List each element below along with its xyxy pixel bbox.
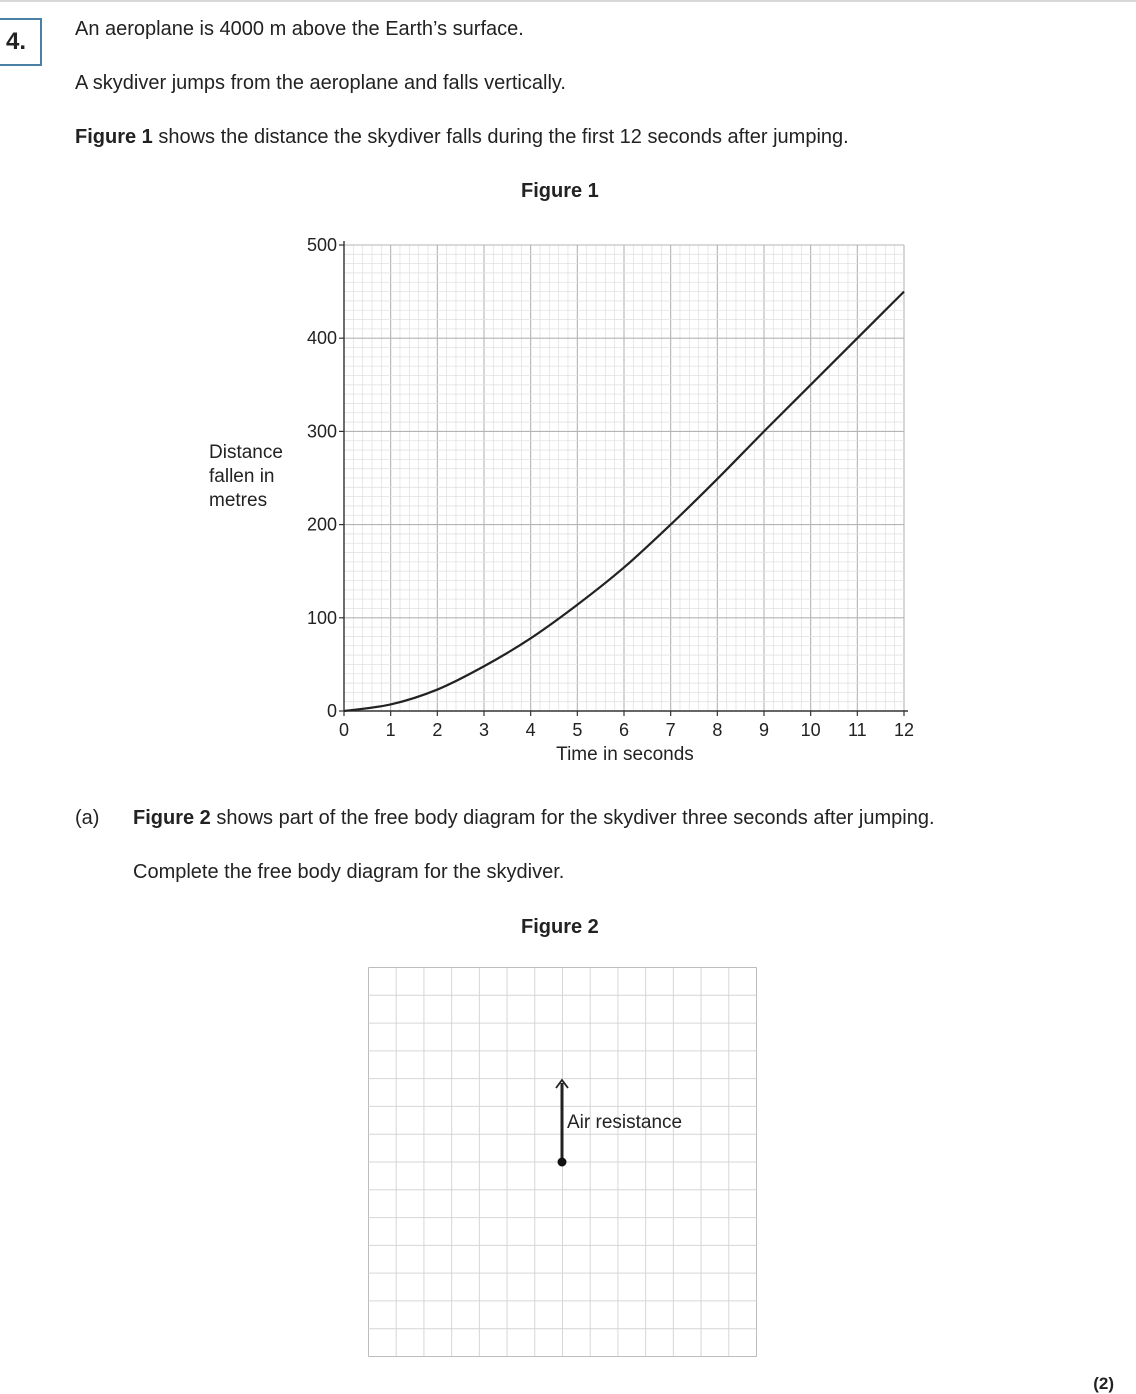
x-tick-label: 6: [618, 720, 630, 740]
figure1-title: Figure 1: [521, 180, 599, 202]
x-tick-label: 0: [338, 720, 350, 740]
y-axis-label-line-3: metres: [209, 490, 268, 511]
part-a-line-1-text: shows part of the free body diagram for the skydiver three seconds after jumping.: [210, 807, 935, 829]
marks: (2): [1093, 1374, 1114, 1393]
part-a-line-1: [133, 807, 935, 830]
x-tick-label: 5: [572, 720, 583, 740]
figure2-title: Figure 2: [521, 916, 599, 938]
part-a-label: (a): [75, 807, 100, 829]
x-tick-label: 1: [385, 720, 396, 740]
x-axis-label: Time in seconds: [556, 744, 694, 765]
x-tick-label: 4: [525, 720, 536, 740]
y-axis-label-line-2: fallen in: [209, 466, 275, 487]
chart-grid: [344, 245, 904, 711]
y-tick-label: 0: [326, 701, 337, 721]
skydiver-point: [558, 1158, 567, 1167]
x-tick-label: 3: [478, 720, 490, 740]
y-tick-label: 400: [306, 328, 337, 349]
y-axis-label-line-1: Distance: [209, 442, 283, 463]
intro-line-3-text: shows the distance the skydiver falls during the first 12 seconds after jumping.: [152, 126, 849, 148]
free-body-diagram[interactable]: [367, 966, 758, 1358]
question-number: 4.: [0, 18, 42, 66]
intro-line-2: A skydiver jumps from the aeroplane and falls vertically.: [75, 72, 566, 94]
y-axis-label: [209, 441, 283, 513]
x-tick-label: 7: [665, 720, 676, 740]
figure-ref-bold: Figure 1: [75, 126, 153, 148]
y-tick-label: 100: [306, 607, 337, 628]
y-tick-label: 500: [306, 235, 337, 255]
x-tick-label: 2: [432, 720, 443, 740]
intro-line-3: [75, 126, 849, 149]
x-tick-label: 12: [893, 720, 915, 740]
intro-line-1: An aeroplane is 4000 m above the Earth’s surface.: [75, 18, 524, 40]
air-resistance-label: Air resistance: [567, 1112, 683, 1133]
x-tick-label: 10: [800, 720, 821, 740]
x-tick-label: 11: [847, 720, 867, 740]
figure1-chart: [280, 230, 930, 780]
part-a-instruction: Complete the free body diagram for the skydiver.: [133, 861, 565, 883]
y-tick-label: 200: [306, 514, 337, 535]
x-tick-label: 8: [712, 720, 723, 740]
top-rule: [0, 0, 1136, 2]
y-tick-label: 300: [306, 421, 337, 442]
x-tick-label: 9: [758, 720, 770, 740]
figure2-ref-bold: Figure 2: [133, 807, 211, 829]
